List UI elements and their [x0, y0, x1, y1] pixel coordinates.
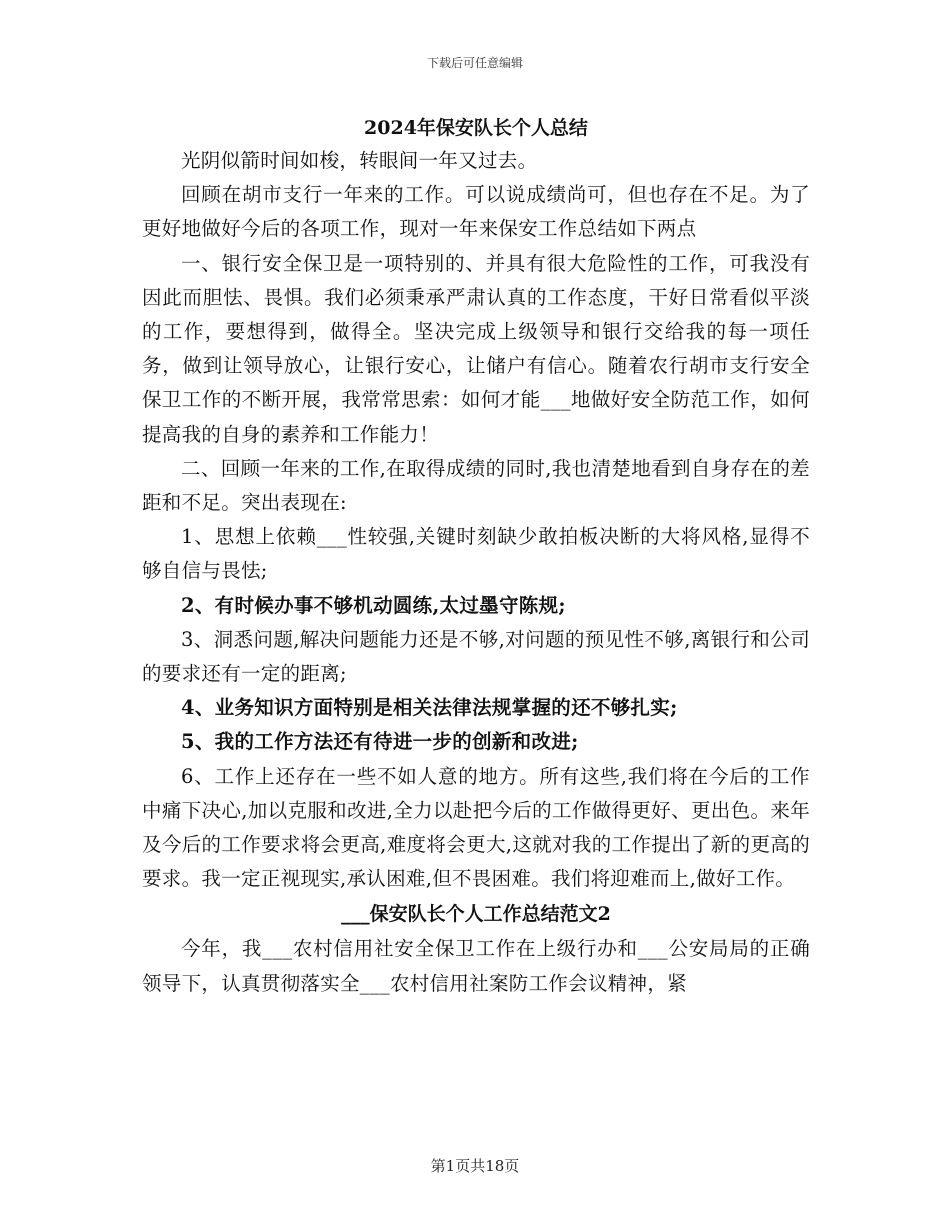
paragraph: 2、有时候办事不够机动圆练,太过墨守陈规;: [181, 593, 566, 617]
paragraph: 回顾在胡市支行一年来的工作。可以说成绩尚可，但也存在不足。为了更好地做好今后的各项工作，现对一年来保安工作总结如下两点: [142, 183, 810, 241]
document-title: 2024年保安队长个人总结: [364, 117, 588, 139]
paragraph: 3、洞悉问题,解决问题能力还是不够,对问题的预见性不够,离银行和公司的要求还有一定的距离;: [142, 627, 810, 686]
document-body: [142, 112, 810, 1001]
paragraph: 5、我的工作方法还有待进一步的创新和改进;: [181, 730, 579, 754]
paragraph: 光阴似箭时间如梭，转眼间一年又过去。: [181, 149, 538, 172]
page-header-note: 下载后可任意编辑: [426, 56, 523, 70]
section-2: [142, 932, 810, 1000]
paragraph: 6、工作上还存在一些不如人意的地方。所有这些,我们将在今后的工作中痛下决心,加以克服和改进,全力以赴把今后的工作做得更好、更出色。来年及今后的工作要求将会更高,难度将会更大,这就对我的工作提出了新的更高的要求。我一定正视现实,承认困难,但不畏困难。我们将迎难而上,做好工作。: [142, 764, 810, 891]
paragraph: 今年，我___农村信用社安全保卫工作在上级行办和___公安局局的正确领导下，认真贯彻落实全___农村信用社案防工作会议精神，紧: [142, 937, 810, 995]
paragraph: 1、思想上依赖___性较强,关键时刻缺少敢拍板决断的大将风格,显得不够自信与畏怯;: [142, 525, 810, 583]
section-subtitle: ___保安队长个人工作总结范文2: [341, 903, 611, 926]
section-1: [142, 144, 810, 896]
paragraph: 一、银行安全保卫是一项特别的、并具有很大危险性的工作，可我没有因此而胆怯、畏惧。我们必须秉承严肃认真的工作态度，干好日常看似平淡的工作，要想得到，做得全。坚决完成上级领导和银行交给我的每一项任务，做到让领导放心，让银行安心，让储户有信心。随着农行胡市支行安全保卫工作的不断开展，我常常思索：如何才能___地做好安全防范工作，如何提高我的自身的素养和工作能力！: [142, 251, 810, 446]
paragraph: 4、业务知识方面特别是相关法律法规掌握的还不够扎实;: [181, 696, 678, 720]
paragraph: 二、回顾一年来的工作,在取得成绩的同时,我也清楚地看到自身存在的差距和不足。突出表现在:: [142, 456, 810, 515]
page-number: 第1页共18页: [430, 1157, 520, 1175]
